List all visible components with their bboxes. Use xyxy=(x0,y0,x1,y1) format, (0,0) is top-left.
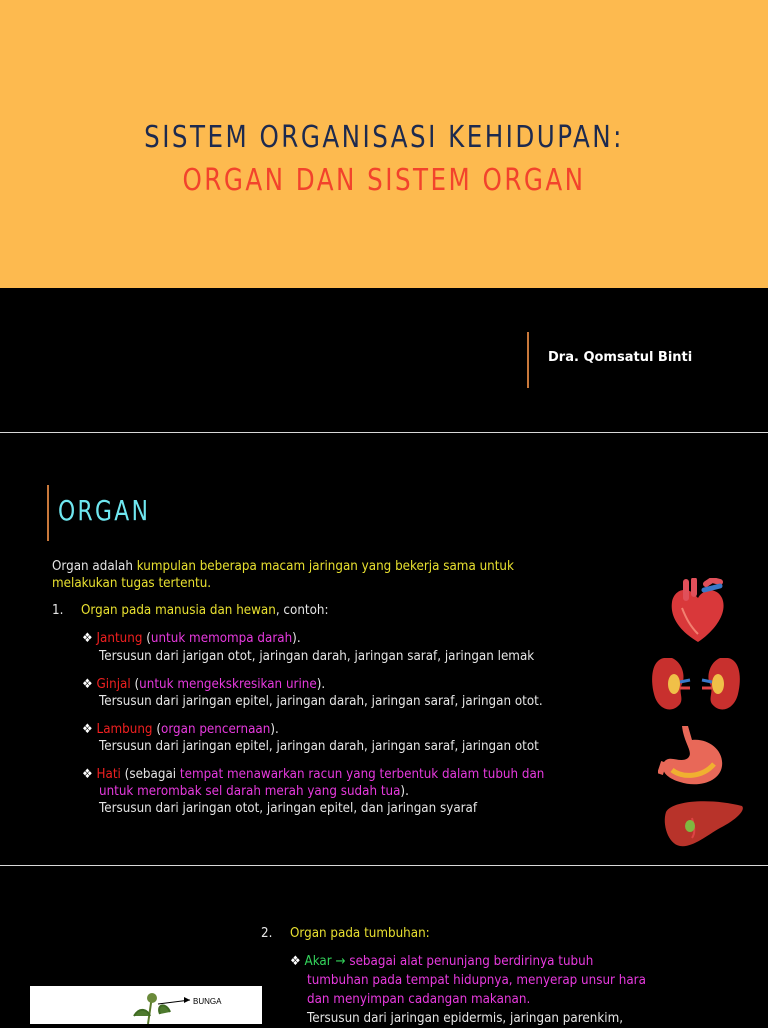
list-item-hati: ❖ Hati (sebagai tempat menawarkan racun yang terbentuk dalam tubuh dan xyxy=(82,767,545,782)
bullet-diamond-icon: ❖ xyxy=(82,767,93,782)
plant-diagram xyxy=(30,986,262,1024)
list-item-ginjal: ❖ Ginjal (untuk mengekskresikan urine). xyxy=(82,677,326,692)
bullet-diamond-icon: ❖ xyxy=(82,631,93,646)
ginjal-description: Tersusun dari jaringan epitel, jaringan darah, jaringan saraf, jaringan otot. xyxy=(99,694,543,709)
author-name: Dra. Qomsatul Binti xyxy=(548,350,693,365)
plant-label-bunga: BUNGA xyxy=(193,997,222,1006)
jantung-description: Tersusun dari jarigan otot, jaringan darah, jaringan saraf, jaringan lemak xyxy=(99,649,535,664)
liver-icon xyxy=(662,798,746,850)
hati-description: Tersusun dari jaringan otot, jaringan epitel, dan jaringan syaraf xyxy=(99,801,478,816)
lambung-description: Tersusun dari jaringan epitel, jaringan darah, jaringan saraf, jaringan otot xyxy=(99,739,539,754)
list-item-jantung: ❖ Jantung (untuk memompa darah). xyxy=(82,631,301,646)
slide-title-line1: SISTEM ORGANISASI KEHIDUPAN: xyxy=(144,120,624,155)
list-item-akar: ❖ Akar → sebagai alat penunjang berdirinya tubuh xyxy=(290,954,594,969)
item2-number: 2. xyxy=(261,926,273,941)
hati-function-line2: untuk merombak sel darah merah yang sudah tua). xyxy=(99,784,409,799)
bullet-diamond-icon: ❖ xyxy=(290,954,301,969)
akar-function-line2: tumbuhan pada tempat hidupnya, menyerap unsur hara xyxy=(307,973,646,988)
akar-function-line3: dan menyimpan cadangan makanan. xyxy=(307,992,531,1007)
kidney-icon xyxy=(650,654,742,716)
heart-icon xyxy=(668,578,728,646)
item1-heading: Organ pada manusia dan hewan, contoh: xyxy=(81,603,329,618)
item2-heading: Organ pada tumbuhan: xyxy=(290,926,430,941)
slide-divider xyxy=(0,432,768,433)
definition-line2: melakukan tugas tertentu. xyxy=(52,576,212,591)
organ-heading: ORGAN xyxy=(58,494,151,527)
author-accent-bar xyxy=(527,332,529,388)
list-item-lambung: ❖ Lambung (organ pencernaan). xyxy=(82,722,279,737)
heading-accent-bar xyxy=(47,485,49,541)
stomach-icon xyxy=(658,724,728,790)
akar-description: Tersusun dari jaringan epidermis, jaringan parenkim, xyxy=(307,1011,624,1026)
item1-number: 1. xyxy=(52,603,64,618)
arrow-right-icon: → xyxy=(335,954,346,969)
slide-title-line2: ORGAN DAN SISTEM ORGAN xyxy=(182,163,586,198)
bullet-diamond-icon: ❖ xyxy=(82,677,93,692)
definition-line1: Organ adalah kumpulan beberapa macam jaringan yang bekerja sama untuk xyxy=(52,559,514,574)
plant-illustration xyxy=(30,986,262,1024)
bullet-diamond-icon: ❖ xyxy=(82,722,93,737)
slide-divider xyxy=(0,865,768,866)
